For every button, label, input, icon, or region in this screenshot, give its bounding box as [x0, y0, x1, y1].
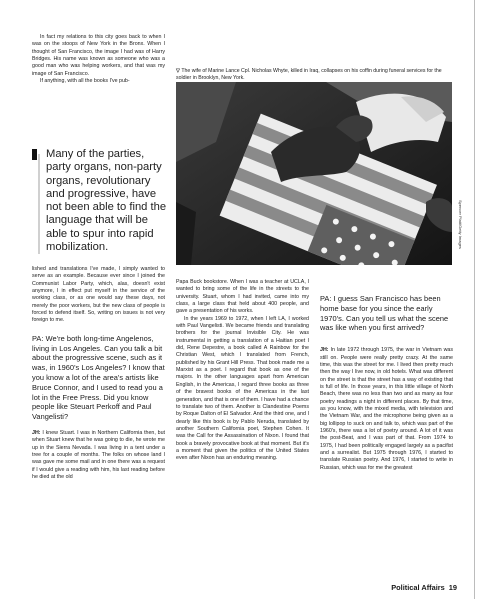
column-1-intro: [32, 34, 165, 85]
answer-2-label: JH:: [320, 347, 329, 354]
col2-paragraph-2: In the years 1969 to 1972, when I left LA, I worked with Paul Vangelisti. We became friends and translating brothers for the journal Invisible City. He was instrumental in getting a translation of a Haitian poet I did, Rene Depestre, a book called A Rainbow for the Christian West, which I translated from French, published by his Grant Hill Press. That book made me a Marxist as a poet. I regard that book as one of the majors. In the other languages apart from American English, in the Americas, I regard three books as three of the bravest books of the Americas in the last generation, and that is one of them. I have had a chance to translate two of them. Another is Clandestine Poems by Roque Dalton of El Salvador. And the third one, and I dearly like this book is by Pablo Neruda, translated by another Southern California poet, Stephen Cohen. It was the Call for the Assassination of Nixon. I found that book a bravely provocative book at that moment. But it's a moment that given the politics of the United States even after Nixon has an enduring meaning.: [176, 315, 309, 462]
pull-quote-text: Many of the parties, party organs, non-party organs, revolutionary and progressive, have not been able to find the language that will be able to spur into rapid mobilization.: [46, 148, 167, 254]
intro-paragraph-1: In fact my relations to this city goes back to when I was on the stoops of New York in the Bronx. When I thought of San Francisco, the image I had was of Harry Bridges. His name was known as someone who was a good man who was helping workers, and that was my image of San Francisco.: [32, 34, 165, 77]
publication-name: Political Affairs: [391, 583, 445, 592]
intro-paragraph-2: If anything, with all the books I've pub-: [40, 78, 130, 85]
photo-credit: Spencer Platt/Getty Images: [458, 200, 463, 249]
column-3: [320, 294, 453, 472]
caption-text: The wife of Marine Lance Cpl. Nicholas Whyte, killed in Iraq, collapses on his coffin during funeral services for the soldier in Brooklyn, New York.: [176, 68, 442, 81]
column-2: [176, 279, 309, 463]
page-footer: [391, 583, 457, 592]
column-1-continued: [32, 266, 165, 481]
col1-continued-paragraph: lished and translations I've made, I simply wanted to serve as an example. Because ever since I joined the Communist Labor Party, which, alas, doesn't exist anymore, I in effect put myself in the service of the working class, or as one would say these days, not merely the poor workers, but the new class of people is forced to defend itself. So, writing on issues is not very foreign to me.: [32, 266, 165, 324]
photo-caption: [176, 68, 456, 82]
col2-paragraph-1: Papa Buck bookstore. When I was a teacher at UCLA, I wanted to bring some of the life in the streets to the university. Stuart, whom I had invited, came into my class, a large class that held about 400 people, and gave a presentation of his works.: [176, 279, 309, 315]
question-2: PA: I guess San Francisco has been home base for you since the early 1970's. Can you tell us what the scene was like when you first arrived?: [320, 294, 449, 333]
caption-arrow-icon: ▽: [176, 68, 180, 74]
pull-quote: [32, 149, 165, 261]
answer-2-text: In late 1972 through 1975, the war in Vietnam was still on. People were really pretty crazy. At the same time, this was the street for me. I lived then pretty much then the way I live now, in old hotels. What was different on the street is that the street has a way of existing that is full of life. In those years, in this little village of North Beach, there was no less than two and as many as four poetry readings a night in different places. By that time, as you know, with the mixed media, with television and the Vietnam War, and the microphone being given as a big lollipop to suck on and talk to, which was part of the 1960's, there was a lot of poetry around. A lot of it was the post-Beat, and I was part of that. From 1974 to 1975, I had been politically engaged largely as a pacifist and a surrealist. But 1975 through 1976, I started to translate Russian poetry. And 1976, I started to write in Russian, which was for me the greatest: [320, 347, 453, 471]
answer-1-label: JH:: [32, 429, 41, 436]
news-photo: [176, 82, 452, 265]
pull-quote-marker: [32, 149, 37, 160]
page-number: 19: [448, 583, 457, 592]
coffin-flag-photo: [176, 82, 452, 265]
pull-quote-rule: [38, 154, 40, 254]
question-1: PA: We're both long-time Angelenos, living in Los Angeles. Can you talk a bit about the progressive scene, such as it was, in 1960's Los Angeles? I know that you know a lot of the area's artists like Bruce Connor, and I used to read you a lot in the Free Press. Did you know people like Steuart Perkoff and Paul Vangelisti?: [32, 333, 165, 422]
answer-1-text: I knew Stuart. I was in Northern California then, but when Stuart knew that he was going to die, he wrote me up in the Sierra Nevada. I was living in a tent under a tree for a couple of months. The folks on whose land I was gave me some mail and in one there was a request if I would give a reading with him, his last reading before he died at the old: [32, 429, 165, 480]
page-edge: [474, 0, 475, 599]
